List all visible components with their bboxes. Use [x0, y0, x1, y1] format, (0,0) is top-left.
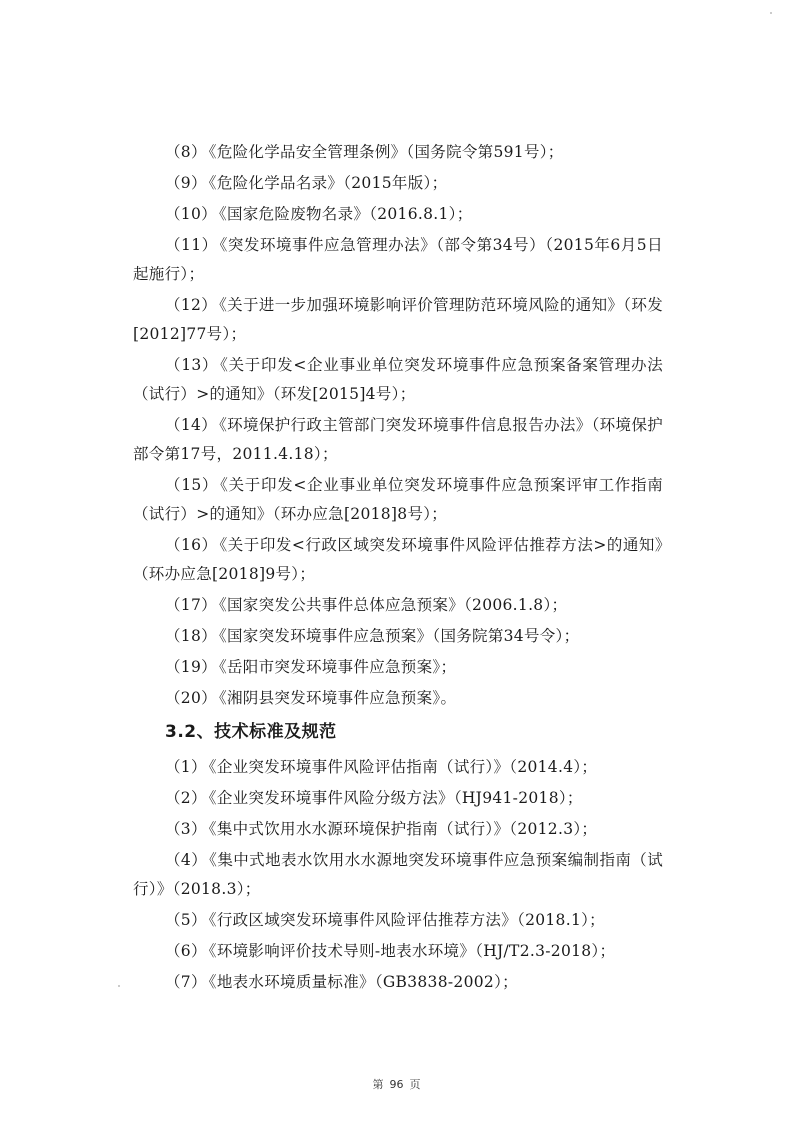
item-text: 《行政区域突发环境事件风险评估推荐方法》（2018.1）； [208, 911, 605, 929]
item-text: 《国家危险废物名录》（2016.8.1）； [218, 205, 473, 223]
list-item [133, 684, 663, 713]
item-number: （17） [165, 596, 217, 614]
item-number: （5） [165, 911, 207, 929]
list-item [133, 937, 663, 966]
list-item [133, 753, 663, 782]
item-number: （15） [165, 476, 219, 494]
item-number: （12） [165, 296, 218, 314]
item-text: 《环境保护行政主管部门突发环境事件信息报告办法》（环境保护部令第17号，2011.4.18）； [133, 416, 663, 463]
list-item [133, 815, 663, 844]
list-item [133, 906, 663, 935]
item-text: 《地表水环境质量标准》（GB3838-2002）； [208, 973, 518, 991]
list-item [133, 846, 663, 904]
item-text: 《国家突发环境事件应急预案》（国务院第34号令）； [218, 627, 580, 645]
item-text: 《关于印发<企业事业单位突发环境事件应急预案备案管理办法（试行）>的通知》（环发[2015]4号）； [133, 356, 663, 403]
item-text: 《关于进一步加强环境影响评价管理防范环境风险的通知》（环发[2012]77号）； [133, 296, 663, 343]
item-text: 《突发环境事件应急管理办法》（部令第34号）（2015年6月5日起施行）； [133, 236, 663, 283]
list-item [133, 138, 663, 167]
scan-speck [770, 12, 772, 14]
list-item [133, 968, 663, 997]
item-text: 《企业突发环境事件风险评估指南（试行）》（2014.4）； [208, 758, 598, 776]
item-text: 《关于印发<企业事业单位突发环境事件应急预案评审工作指南（试行）>的通知》（环办应急[2018]8号）； [133, 476, 663, 523]
item-number: （3） [165, 820, 207, 838]
list-item [133, 653, 663, 682]
item-number: （2） [165, 789, 207, 807]
item-text: 《环境影响评价技术导则-地表水环境》（HJ/T2.3-2018）； [208, 942, 616, 960]
page-prefix: 第 [372, 1078, 384, 1091]
list-item [133, 622, 663, 651]
item-text: 《湘阴县突发环境事件应急预案》。 [218, 689, 457, 707]
item-text: 《岳阳市突发环境事件应急预案》； [218, 658, 457, 676]
scan-speck [118, 985, 120, 987]
item-text: 《危险化学品安全管理条例》（国务院令第591号）； [208, 143, 564, 161]
item-number: （7） [165, 973, 207, 991]
item-number: （6） [165, 942, 207, 960]
page-suffix: 页 [409, 1078, 421, 1091]
item-number: （8） [165, 143, 207, 161]
list-item [133, 471, 663, 529]
item-number: （1） [165, 758, 207, 776]
list-item [133, 591, 663, 620]
regulations-list [133, 138, 663, 713]
item-number: （14） [165, 416, 218, 434]
page-number: 96 [389, 1078, 404, 1091]
item-number: （19） [165, 658, 217, 676]
item-text: 《集中式地表水饮用水水源地突发环境事件应急预案编制指南（试行）》（2018.3）； [133, 851, 664, 898]
item-text: 《关于印发<行政区域突发环境事件风险评估推荐方法>的通知》（环办应急[2018]9号）； [133, 536, 663, 583]
list-item [133, 351, 663, 409]
item-number: （10） [165, 205, 217, 223]
standards-list [133, 753, 663, 997]
item-number: （13） [165, 356, 219, 374]
list-item [133, 231, 663, 289]
list-item [133, 291, 663, 349]
section-heading: 3.2、技术标准及规范 [165, 722, 337, 742]
page-footer [0, 1076, 793, 1092]
item-number: （18） [165, 627, 217, 645]
item-text: 《集中式饮用水水源环境保护指南（试行）》（2012.3）； [208, 820, 598, 838]
item-number: （16） [165, 536, 218, 554]
list-item [133, 784, 663, 813]
list-item [133, 169, 663, 198]
item-text: 《企业突发环境事件风险分级方法》（HJ941-2018）； [208, 789, 583, 807]
list-item [133, 200, 663, 229]
item-number: （11） [165, 236, 218, 254]
item-number: （20） [165, 689, 217, 707]
item-number: （9） [165, 174, 207, 192]
item-number: （4） [165, 851, 208, 869]
list-item [133, 531, 663, 589]
list-item [133, 411, 663, 469]
item-text: 《危险化学品名录》（2015年版）； [208, 174, 448, 192]
document-content [133, 138, 663, 999]
item-text: 《国家突发公共事件总体应急预案》（2006.1.8）； [218, 596, 568, 614]
